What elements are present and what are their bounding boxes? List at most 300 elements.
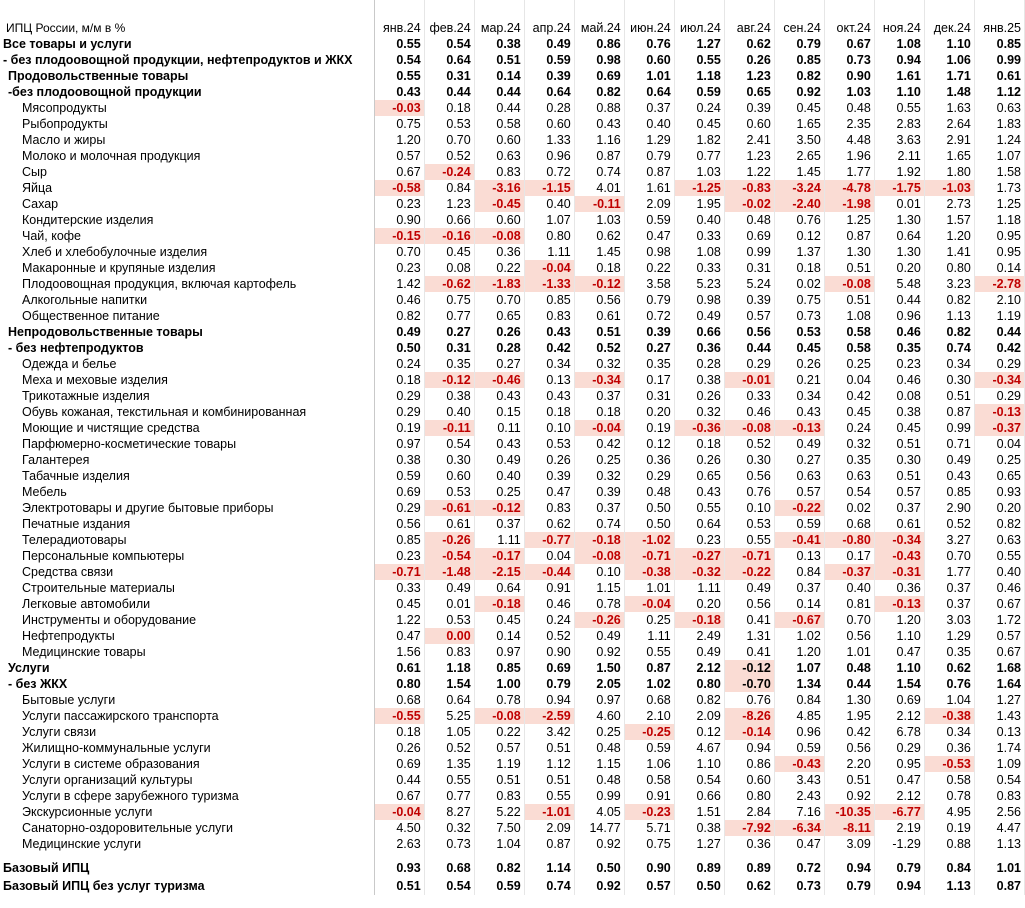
value-cell: 2.64 [924,116,974,132]
value-cell: 0.48 [624,484,674,500]
table-row [0,692,1025,708]
value-cell: -0.11 [574,196,624,212]
value-cell: 0.46 [974,580,1024,596]
value-cell: 0.37 [774,580,824,596]
value-cell: 0.51 [474,772,524,788]
value-cell: -0.26 [424,532,474,548]
value-cell: 0.57 [974,628,1024,644]
row-label: Общественное питание [0,308,374,324]
value-cell: -2.78 [974,276,1024,292]
value-cell: 1.20 [924,228,974,244]
value-cell: 1.82 [674,132,724,148]
row-label: Рыбопродукты [0,116,374,132]
value-cell: 0.21 [774,372,824,388]
value-cell: 0.65 [974,468,1024,484]
month-header: апр.24 [524,0,574,36]
value-cell: 0.82 [374,308,424,324]
value-cell: 0.22 [474,260,524,276]
value-cell: 0.43 [524,388,574,404]
value-cell: 0.43 [774,404,824,420]
value-cell: 0.38 [874,404,924,420]
value-cell: -0.18 [474,596,524,612]
value-cell: 0.30 [924,372,974,388]
value-cell: 1.12 [974,84,1024,100]
value-cell: 1.22 [374,612,424,628]
value-cell: 0.40 [674,212,724,228]
spacer-cell [574,852,624,859]
value-cell: 0.73 [774,308,824,324]
table-row [0,820,1025,836]
value-cell: 0.83 [974,788,1024,804]
spacer-cell [724,852,774,859]
value-cell: 0.46 [524,596,574,612]
table-row [0,100,1025,116]
value-cell: 1.04 [474,836,524,852]
value-cell: 1.31 [724,628,774,644]
value-cell: -0.11 [424,420,474,436]
row-label: - без плодоовощной продукции, нефтепродуктов и ЖКХ [0,52,374,68]
value-cell: 1.08 [874,36,924,52]
value-cell: 0.29 [374,388,424,404]
value-cell: 1.18 [974,212,1024,228]
value-cell: -0.36 [674,420,724,436]
value-cell: 0.25 [624,612,674,628]
value-cell: 0.55 [874,100,924,116]
value-cell: -0.08 [724,420,774,436]
value-cell: 0.83 [424,644,474,660]
value-cell: 0.92 [574,877,624,895]
month-header: ноя.24 [874,0,924,36]
value-cell: 0.48 [574,772,624,788]
value-cell: -0.41 [774,532,824,548]
value-cell: -0.46 [474,372,524,388]
value-cell: 4.95 [924,804,974,820]
value-cell: 1.73 [974,180,1024,196]
value-cell: 1.24 [974,132,1024,148]
value-cell: 0.87 [624,660,674,676]
value-cell: 0.56 [574,292,624,308]
value-cell: 1.23 [724,148,774,164]
value-cell: 0.69 [574,68,624,84]
value-cell: -0.38 [924,708,974,724]
value-cell: -0.37 [824,564,874,580]
row-label: Услуги в сфере зарубежного туризма [0,788,374,804]
value-cell: 0.36 [874,580,924,596]
value-cell: 0.84 [424,180,474,196]
table-row [0,388,1025,404]
value-cell: 0.54 [974,772,1024,788]
value-cell: 0.40 [824,580,874,596]
month-header: фев.24 [424,0,474,36]
month-header: май.24 [574,0,624,36]
value-cell: 0.47 [624,228,674,244]
value-cell: 0.43 [524,324,574,340]
value-cell: 0.80 [524,228,574,244]
value-cell: 0.90 [824,68,874,84]
value-cell: 0.76 [724,692,774,708]
value-cell: 1.65 [924,148,974,164]
value-cell: 0.51 [374,877,424,895]
value-cell: 0.29 [724,356,774,372]
table-row [0,356,1025,372]
value-cell: -0.31 [874,564,924,580]
value-cell: 0.49 [924,452,974,468]
value-cell: 0.13 [524,372,574,388]
value-cell: -6.77 [874,804,924,820]
value-cell: -0.02 [724,196,774,212]
spacer-cell [524,852,574,859]
value-cell: 0.84 [924,859,974,877]
month-header: янв.25 [974,0,1024,36]
value-cell: 0.59 [474,877,524,895]
value-cell: 0.79 [524,676,574,692]
value-cell: 0.77 [424,308,474,324]
value-cell: 1.65 [774,116,824,132]
value-cell: 0.31 [724,260,774,276]
value-cell: 0.42 [574,436,624,452]
value-cell: 0.31 [424,68,474,84]
value-cell: 0.39 [724,292,774,308]
row-label: Услуги [0,660,374,676]
value-cell: 0.23 [874,356,924,372]
value-cell: 0.23 [374,548,424,564]
value-cell: 1.80 [924,164,974,180]
value-cell: 0.90 [524,644,574,660]
value-cell: 1.77 [824,164,874,180]
value-cell: -0.17 [474,548,524,564]
value-cell: 1.13 [924,877,974,895]
table-row [0,228,1025,244]
table-row [0,788,1025,804]
value-cell: 0.98 [624,244,674,260]
value-cell: 0.10 [524,420,574,436]
value-cell: 0.59 [374,468,424,484]
table-row [0,500,1025,516]
row-label: Медицинские товары [0,644,374,660]
value-cell: -1.75 [874,180,924,196]
value-cell: 0.57 [374,148,424,164]
value-cell: 0.68 [424,859,474,877]
value-cell: 4.05 [574,804,624,820]
table-row [0,244,1025,260]
value-cell: 0.53 [424,116,474,132]
value-cell: 1.12 [524,756,574,772]
value-cell: 0.18 [574,404,624,420]
value-cell: -0.61 [424,500,474,516]
value-cell: 0.92 [574,644,624,660]
value-cell: 0.87 [924,404,974,420]
value-cell: 0.27 [624,340,674,356]
value-cell: 1.08 [824,308,874,324]
row-label: Непродовольственные товары [0,324,374,340]
value-cell: 0.73 [824,52,874,68]
value-cell: -0.83 [724,180,774,196]
row-label: Услуги связи [0,724,374,740]
row-label: Все товары и услуги [0,36,374,52]
value-cell: 0.79 [774,36,824,52]
value-cell: 0.49 [424,580,474,596]
value-cell: 0.20 [874,260,924,276]
value-cell: -0.54 [424,548,474,564]
row-label: Легковые автомобили [0,596,374,612]
value-cell: 0.57 [624,877,674,895]
row-label: Сыр [0,164,374,180]
table-row [0,292,1025,308]
value-cell: 0.60 [474,132,524,148]
value-cell: 0.39 [524,468,574,484]
row-label: Кондитерские изделия [0,212,374,228]
value-cell: 0.15 [474,404,524,420]
value-cell: 0.95 [974,244,1024,260]
value-cell: -2.15 [474,564,524,580]
value-cell: 0.96 [774,724,824,740]
value-cell: 1.57 [924,212,974,228]
row-label: Жилищно-коммунальные услуги [0,740,374,756]
value-cell: 0.51 [524,772,574,788]
value-cell: 0.12 [674,724,724,740]
value-cell: 5.24 [724,276,774,292]
row-label: - без нефтепродуктов [0,340,374,356]
value-cell: 0.90 [374,212,424,228]
value-cell: 0.63 [974,532,1024,548]
value-cell: -0.71 [724,548,774,564]
table-row [0,276,1025,292]
table-row [0,148,1025,164]
value-cell: 0.37 [574,388,624,404]
value-cell: 0.60 [724,772,774,788]
value-cell: 0.58 [924,772,974,788]
value-cell: 0.74 [524,877,574,895]
value-cell: 0.56 [724,324,774,340]
value-cell: 0.45 [824,404,874,420]
value-cell: 0.74 [574,516,624,532]
value-cell: 0.79 [624,148,674,164]
value-cell: 0.53 [724,516,774,532]
value-cell: -0.04 [524,260,574,276]
value-cell: 0.04 [524,548,574,564]
table-row [0,468,1025,484]
value-cell: 2.12 [874,788,924,804]
value-cell: 0.25 [824,356,874,372]
value-cell: 0.61 [574,308,624,324]
value-cell: 0.99 [724,244,774,260]
value-cell: 0.52 [424,148,474,164]
value-cell: -0.03 [374,100,424,116]
value-cell: 0.55 [674,500,724,516]
table-row [0,52,1025,68]
month-header: дек.24 [924,0,974,36]
value-cell: 0.57 [474,740,524,756]
value-cell: -0.43 [874,548,924,564]
value-cell: 0.43 [574,116,624,132]
value-cell: 0.55 [974,548,1024,564]
value-cell: -7.92 [724,820,774,836]
table-row [0,756,1025,772]
value-cell: 0.91 [524,580,574,596]
value-cell: 0.56 [824,740,874,756]
value-cell: 0.96 [524,148,574,164]
table-row [0,564,1025,580]
value-cell: 0.90 [624,859,674,877]
value-cell: 0.26 [674,388,724,404]
value-cell: -0.23 [624,804,674,820]
value-cell: 0.53 [524,436,574,452]
value-cell: 0.43 [374,84,424,100]
value-cell: 0.14 [474,68,524,84]
row-label: Яйца [0,180,374,196]
value-cell: 0.08 [424,260,474,276]
value-cell: 4.48 [824,132,874,148]
row-label: Галантерея [0,452,374,468]
value-cell: -0.58 [374,180,424,196]
row-label: Экскурсионные услуги [0,804,374,820]
value-cell: 0.72 [524,164,574,180]
value-cell: 0.98 [674,292,724,308]
value-cell: 0.20 [674,596,724,612]
value-cell: 0.75 [374,116,424,132]
value-cell: 0.89 [674,859,724,877]
value-cell: 0.82 [474,859,524,877]
value-cell: 0.93 [374,859,424,877]
value-cell: 4.60 [574,708,624,724]
value-cell: 0.32 [574,356,624,372]
table-row [0,628,1025,644]
row-label: Масло и жиры [0,132,374,148]
table-row [0,260,1025,276]
value-cell: 0.32 [574,468,624,484]
value-cell: 0.75 [424,292,474,308]
value-cell: 0.60 [524,116,574,132]
value-cell: 0.18 [674,436,724,452]
value-cell: 0.38 [674,372,724,388]
value-cell: 0.38 [374,452,424,468]
value-cell: 0.53 [424,612,474,628]
table-body [0,36,1025,895]
header-row [0,0,1025,36]
value-cell: 0.49 [574,628,624,644]
value-cell: 1.19 [974,308,1024,324]
value-cell: 0.70 [424,132,474,148]
value-cell: 0.43 [674,484,724,500]
value-cell: -0.08 [474,708,524,724]
value-cell: 0.32 [674,404,724,420]
value-cell: 0.44 [874,292,924,308]
row-label: Обувь кожаная, текстильная и комбинированная [0,404,374,420]
spacer-cell [424,852,474,859]
table-title: ИПЦ России, м/м в % [0,0,374,36]
value-cell: 0.01 [874,196,924,212]
value-cell: 0.37 [924,596,974,612]
value-cell: 0.94 [724,740,774,756]
table-row [0,372,1025,388]
value-cell: 0.51 [474,52,524,68]
value-cell: 0.34 [924,356,974,372]
value-cell: 0.60 [724,116,774,132]
row-label: Бытовые услуги [0,692,374,708]
value-cell: 0.82 [574,84,624,100]
value-cell: 0.04 [824,372,874,388]
value-cell: 5.48 [874,276,924,292]
value-cell: 0.52 [924,516,974,532]
value-cell: 0.73 [424,836,474,852]
value-cell: 0.44 [374,772,424,788]
value-cell: 0.37 [474,516,524,532]
value-cell: -8.26 [724,708,774,724]
value-cell: 3.23 [924,276,974,292]
value-cell: 1.54 [874,676,924,692]
value-cell: 1.10 [874,660,924,676]
value-cell: 0.59 [524,52,574,68]
value-cell: 0.29 [374,404,424,420]
month-header: янв.24 [374,0,424,36]
value-cell: 0.25 [474,484,524,500]
value-cell: 0.51 [824,772,874,788]
value-cell: 0.63 [774,468,824,484]
value-cell: 0.85 [374,532,424,548]
value-cell: 5.22 [474,804,524,820]
value-cell: 1.02 [624,676,674,692]
value-cell: 0.81 [824,596,874,612]
value-cell: 1.18 [674,68,724,84]
value-cell: 0.29 [624,468,674,484]
row-label: Табачные изделия [0,468,374,484]
value-cell: 0.58 [624,772,674,788]
row-label: Меха и меховые изделия [0,372,374,388]
value-cell: 0.51 [924,388,974,404]
value-cell: 0.56 [374,516,424,532]
table-row [0,660,1025,676]
value-cell: 1.50 [574,660,624,676]
value-cell: -8.11 [824,820,874,836]
table-row [0,804,1025,820]
value-cell: 0.62 [574,228,624,244]
value-cell: -0.62 [424,276,474,292]
value-cell: 0.44 [424,84,474,100]
value-cell: 2.09 [674,708,724,724]
month-header: авг.24 [724,0,774,36]
value-cell: 0.60 [424,468,474,484]
value-cell: -1.01 [524,804,574,820]
value-cell: 0.44 [974,324,1024,340]
value-cell: 0.42 [524,340,574,356]
spacer-cell [774,852,824,859]
value-cell: 1.41 [924,244,974,260]
value-cell: 0.82 [924,292,974,308]
value-cell: 0.97 [574,692,624,708]
value-cell: 0.98 [574,52,624,68]
value-cell: 0.82 [774,68,824,84]
value-cell: 1.71 [924,68,974,84]
value-cell: 2.12 [874,708,924,724]
value-cell: -1.25 [674,180,724,196]
value-cell: 0.45 [374,596,424,612]
value-cell: 0.50 [624,500,674,516]
value-cell: 0.68 [824,516,874,532]
row-label: -без плодоовощной продукции [0,84,374,100]
value-cell: 0.69 [874,692,924,708]
value-cell: 0.67 [374,788,424,804]
value-cell: 0.51 [524,740,574,756]
value-cell: 0.67 [824,36,874,52]
value-cell: 0.94 [524,692,574,708]
value-cell: 0.35 [924,644,974,660]
value-cell: 0.37 [574,500,624,516]
spacer-cell [974,852,1024,859]
value-cell: -0.71 [374,564,424,580]
value-cell: 0.86 [574,36,624,52]
value-cell: 0.04 [974,436,1024,452]
value-cell: -1.98 [824,196,874,212]
